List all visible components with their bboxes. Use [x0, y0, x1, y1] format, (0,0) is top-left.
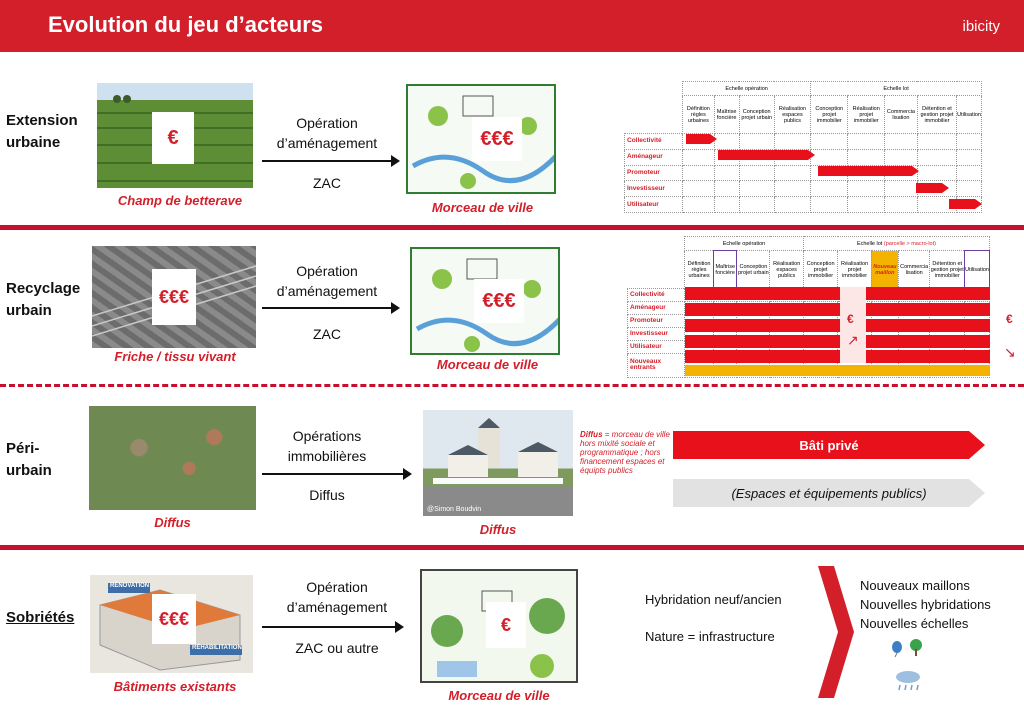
actor-label: Utilisateur — [625, 197, 683, 213]
actor-label: Collectivité — [628, 289, 685, 302]
transition-arrow — [262, 473, 410, 475]
bird-icon — [891, 639, 904, 657]
actor-label: Collectivité — [625, 134, 683, 150]
role-fill-utilisateur — [685, 350, 990, 363]
operation-line: Opérations — [292, 428, 362, 444]
image-caption: Bâtiments existants — [113, 679, 237, 694]
value-box: €€€ — [474, 279, 524, 323]
image-caption: Diffus — [479, 522, 517, 537]
hybrid-text: Hybridation neuf/ancien — [645, 592, 782, 607]
result-item: Nouvelles hybridations — [860, 597, 991, 612]
column-header: Définition règles urbaines — [685, 251, 714, 289]
diffus-definition — [580, 430, 672, 475]
column-header: Détention et gestion projet immobilier — [930, 251, 965, 289]
renovation-tag: RÉNOVATION — [110, 583, 150, 589]
role-bar-investisseur — [916, 183, 942, 193]
row-label-line: urbain — [6, 462, 52, 479]
actor-label: Investisseur — [628, 327, 685, 340]
corner-cell — [625, 82, 683, 96]
actor-label: Aménageur — [628, 301, 685, 314]
group-header-note: (parcelle > macro-lot) — [883, 240, 936, 247]
column-header: Réalisation projet immobilier — [848, 96, 885, 134]
transition-arrow — [262, 307, 398, 309]
group-header — [803, 237, 989, 251]
column-header: Réalisation espaces publics — [770, 251, 804, 289]
chevron-right-icon — [818, 566, 854, 698]
row-label-periurbain — [6, 438, 52, 482]
trend-arrow-icon: ↗ — [847, 332, 859, 348]
results-list — [860, 576, 991, 633]
image-caption: Morceau de ville — [448, 688, 550, 703]
role-fill-collectivite — [685, 287, 990, 300]
column-header: Conception projet immobilier — [811, 96, 848, 134]
value-box: €€€ — [152, 594, 196, 644]
role-bar-promoteur — [818, 166, 912, 176]
houses-drawing — [423, 410, 573, 516]
row-label-line: urbaine — [6, 134, 61, 151]
column-header: Réalisation espaces publics — [774, 96, 810, 134]
rehabilitation-tag: RÉHABILITATION — [192, 645, 242, 651]
transition-arrow — [262, 160, 398, 162]
row-separator — [0, 225, 1024, 230]
column-header: Définition règles urbaines — [683, 96, 715, 134]
tree-icon — [909, 638, 923, 656]
rain-cloud-icon — [894, 669, 922, 693]
image-caption: Morceau de ville — [431, 200, 534, 215]
group-header: Echelle lot — [811, 82, 982, 96]
column-header: Maîtrise foncière — [714, 251, 737, 289]
role-bar-amenageur — [718, 150, 808, 160]
column-header: Commercia lisation — [898, 251, 930, 289]
role-bar-collectivite — [686, 134, 710, 144]
row-label-line: urbain — [6, 302, 52, 319]
group-header: Echelle opération — [685, 237, 804, 251]
image-caption: Champ de betterave — [117, 193, 243, 208]
trend-arrow-icon: ↘ — [1004, 344, 1016, 360]
brand-logo-text: ibicity — [962, 18, 1000, 35]
row-label-recyclage — [6, 278, 80, 322]
dashed-separator — [0, 384, 1024, 387]
operation-line: d’aménagement — [276, 283, 378, 299]
column-header: Réalisation projet immobilier — [838, 251, 872, 289]
actor-label: Nouveaux entrants — [628, 353, 685, 377]
house-photo — [423, 410, 573, 516]
actor-label: Utilisateur — [628, 340, 685, 353]
role-fill-nouveaux — [685, 365, 990, 376]
row-label-sobriete — [6, 607, 74, 629]
header-bar — [0, 0, 1024, 52]
row-label-line: Extension — [6, 112, 78, 129]
nature-text: Nature = infrastructure — [645, 629, 775, 644]
column-header: Utilisation — [957, 96, 982, 134]
column-header: Conception projet urbain — [739, 96, 774, 134]
value-box: €€€ — [152, 269, 196, 325]
result-item: Nouvelles échelles — [860, 616, 969, 631]
bar-label: (Espaces et équipements publics) — [731, 485, 927, 501]
role-fill-promoteur — [685, 319, 990, 332]
photo-credit: @Simon Boudvin — [427, 506, 482, 513]
operation-label — [262, 577, 412, 617]
row-separator — [0, 545, 1024, 550]
column-header: Commercia lisation — [885, 96, 918, 134]
operation-type: ZAC ou autre — [295, 640, 379, 656]
row-label-extension — [6, 110, 78, 154]
private-built-bar — [673, 431, 985, 459]
page-title: Evolution du jeu d’acteurs — [48, 12, 324, 37]
public-spaces-bar — [673, 479, 985, 507]
column-header: Conception projet immobilier — [803, 251, 837, 289]
operation-line: d’aménagement — [276, 135, 378, 151]
corner-cell — [625, 96, 683, 134]
column-header: Conception projet urbain — [737, 251, 770, 289]
definition-term: Diffus — [580, 430, 603, 439]
corner-cell — [628, 237, 685, 251]
euro-mark: € — [847, 312, 854, 326]
transition-arrow — [262, 626, 402, 628]
result-item: Nouveaux maillons — [860, 578, 970, 593]
operation-type: Diffus — [309, 487, 345, 503]
role-fill-amenageur — [685, 303, 990, 316]
value-box: € — [486, 602, 526, 648]
operation-type: ZAC — [313, 175, 341, 191]
bar-label: Bâti privé — [799, 437, 859, 453]
operation-line: Opération — [306, 579, 368, 595]
actor-label: Aménageur — [625, 149, 683, 165]
operation-line: d’aménagement — [286, 599, 388, 615]
actor-label: Promoteur — [628, 314, 685, 327]
role-bar-utilisateur — [949, 199, 975, 209]
column-header: Détention et gestion projet immobilier — [917, 96, 956, 134]
definition-text: = morceau de ville hors mixité sociale et programmatique ; hors financement espaces et équipts publics — [580, 430, 670, 475]
row-label-line: Recyclage — [6, 280, 81, 297]
column-header: Maîtrise foncière — [714, 96, 739, 134]
operation-type: ZAC — [313, 326, 341, 342]
column-header-new: Nouveau maillon — [871, 251, 898, 289]
value-box: € — [152, 112, 194, 164]
operation-line: Opération — [296, 263, 358, 279]
operation-label — [262, 113, 392, 153]
actor-label: Promoteur — [625, 165, 683, 181]
role-fill-investisseur — [685, 335, 990, 348]
image-caption: Diffus — [154, 515, 191, 530]
operation-line: Opération — [296, 115, 358, 131]
group-header-label: Echelle lot — [856, 240, 883, 247]
operation-label — [262, 426, 392, 466]
image-caption: Morceau de ville — [436, 357, 539, 372]
suburb-aerial-image — [89, 406, 256, 510]
actor-label: Investisseur — [625, 181, 683, 197]
image-caption: Friche / tissu vivant — [114, 349, 236, 364]
operation-line: immobilières — [287, 448, 367, 464]
row-label-line: Péri- — [6, 440, 40, 457]
corner-cell — [628, 251, 685, 289]
operation-label — [262, 261, 392, 301]
value-box: €€€ — [472, 117, 522, 161]
group-header: Echelle opération — [683, 82, 811, 96]
euro-mark: € — [1006, 312, 1013, 326]
actor-role-table-1 — [624, 81, 982, 213]
row-label-line: Sobriétés — [6, 609, 75, 626]
column-header: Utilisation — [965, 251, 990, 289]
